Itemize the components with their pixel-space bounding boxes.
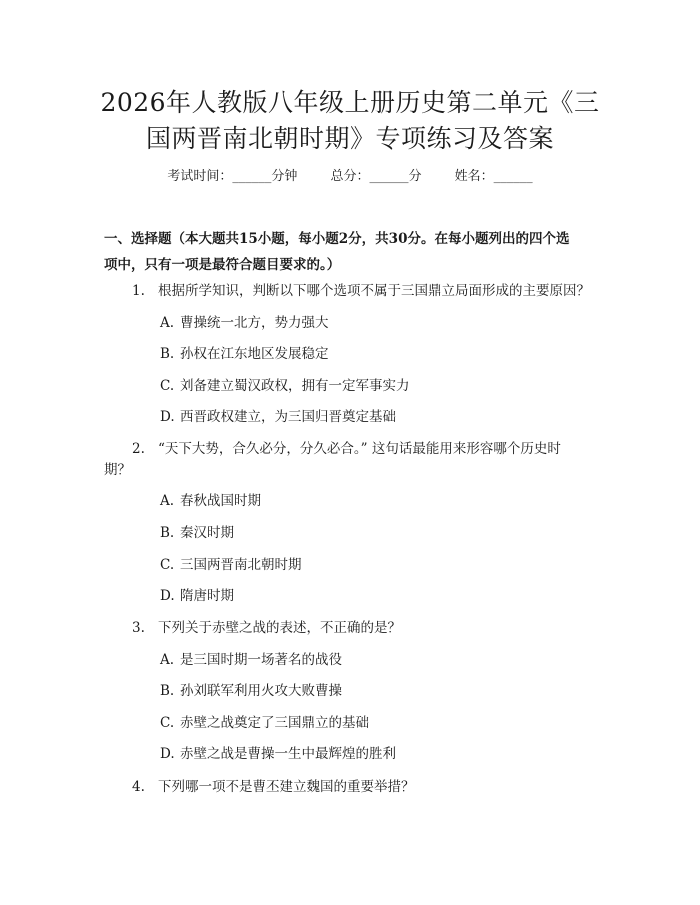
question-3-option-d xyxy=(160,744,396,765)
question-number: 3. xyxy=(132,620,145,636)
option-text: 三国两晋南北朝时期 xyxy=(180,557,302,573)
question-3 xyxy=(132,618,602,639)
option-letter: B. xyxy=(160,683,175,699)
option-letter: D. xyxy=(160,409,175,425)
question-text: 下列哪一项不是曹丕建立魏国的重要举措？ xyxy=(158,779,415,795)
question-2 xyxy=(132,439,602,460)
score-blank: ______ xyxy=(369,169,409,184)
option-text: 孙权在江东地区发展稳定 xyxy=(180,346,329,362)
option-text: 秦汉时期 xyxy=(180,525,234,541)
option-text: 是三国时期一场著名的战役 xyxy=(180,652,342,668)
question-2-text-continued: 期？ xyxy=(104,462,131,478)
question-number: 1. xyxy=(132,283,145,299)
option-text: 曹操统一北方，势力强大 xyxy=(180,315,329,331)
option-text: 隋唐时期 xyxy=(180,588,234,604)
question-1-option-c xyxy=(160,376,410,397)
section-heading-line-2: 项中，只有一项是最符合题目要求的。） xyxy=(104,257,341,273)
option-letter: D. xyxy=(160,746,175,762)
question-number: 2. xyxy=(132,441,145,457)
option-text: 孙刘联军利用火攻大败曹操 xyxy=(180,683,342,699)
question-text: “天下大势，合久必分，分久必合。” 这句话最能用来形容哪个历史时 xyxy=(158,441,561,457)
option-letter: C. xyxy=(160,715,175,731)
option-letter: A. xyxy=(160,652,175,668)
section-heading-line-1: 一、选择题（本大题共15小题，每小题2分，共30分。在每小题列出的四个选 xyxy=(104,231,570,247)
exam-time-unit: 分钟 xyxy=(271,169,298,184)
question-3-option-b xyxy=(160,681,342,702)
question-1-option-b xyxy=(160,344,329,365)
option-letter: A. xyxy=(160,315,175,331)
option-text: 赤壁之战是曹操一生中最辉煌的胜利 xyxy=(180,746,396,762)
score-label: 总分： xyxy=(330,169,370,184)
question-text: 根据所学知识，判断以下哪个选项不属于三国鼎立局面形成的主要原因？ xyxy=(158,283,590,299)
question-2-option-d xyxy=(160,586,234,607)
option-letter: B. xyxy=(160,525,175,541)
question-1-option-a xyxy=(160,313,329,334)
question-text: 下列关于赤壁之战的表述，不正确的是？ xyxy=(158,620,401,636)
option-letter: B. xyxy=(160,346,175,362)
score-unit: 分 xyxy=(408,169,422,184)
name-blank: ______ xyxy=(493,169,533,184)
option-text: 西晋政权建立，为三国归晋奠定基础 xyxy=(180,409,396,425)
exam-info-line xyxy=(0,168,700,186)
option-letter: C. xyxy=(160,378,175,394)
option-letter: C. xyxy=(160,557,175,573)
question-3-option-c xyxy=(160,713,369,734)
option-letter: A. xyxy=(160,493,175,509)
question-1 xyxy=(132,281,602,302)
question-3-option-a xyxy=(160,650,342,671)
question-2-option-c xyxy=(160,555,302,576)
option-text: 赤壁之战奠定了三国鼎立的基础 xyxy=(180,715,369,731)
question-2-option-a xyxy=(160,491,261,512)
exam-time-label: 考试时间： xyxy=(167,169,233,184)
document-title-line-2: 国两晋南北朝时期》专项练习及答案 xyxy=(145,124,554,153)
question-1-option-d xyxy=(160,407,396,428)
question-4 xyxy=(132,777,602,798)
option-text: 春秋战国时期 xyxy=(180,493,261,509)
option-letter: D. xyxy=(160,588,175,604)
document-title-line-1: 2026年人教版八年级上册历史第二单元《三 xyxy=(100,88,600,117)
exam-time-blank: ______ xyxy=(232,169,272,184)
option-text: 刘备建立蜀汉政权，拥有一定军事实力 xyxy=(180,378,410,394)
question-2-option-b xyxy=(160,523,234,544)
question-number: 4. xyxy=(132,779,145,795)
name-label: 姓名： xyxy=(454,169,494,184)
